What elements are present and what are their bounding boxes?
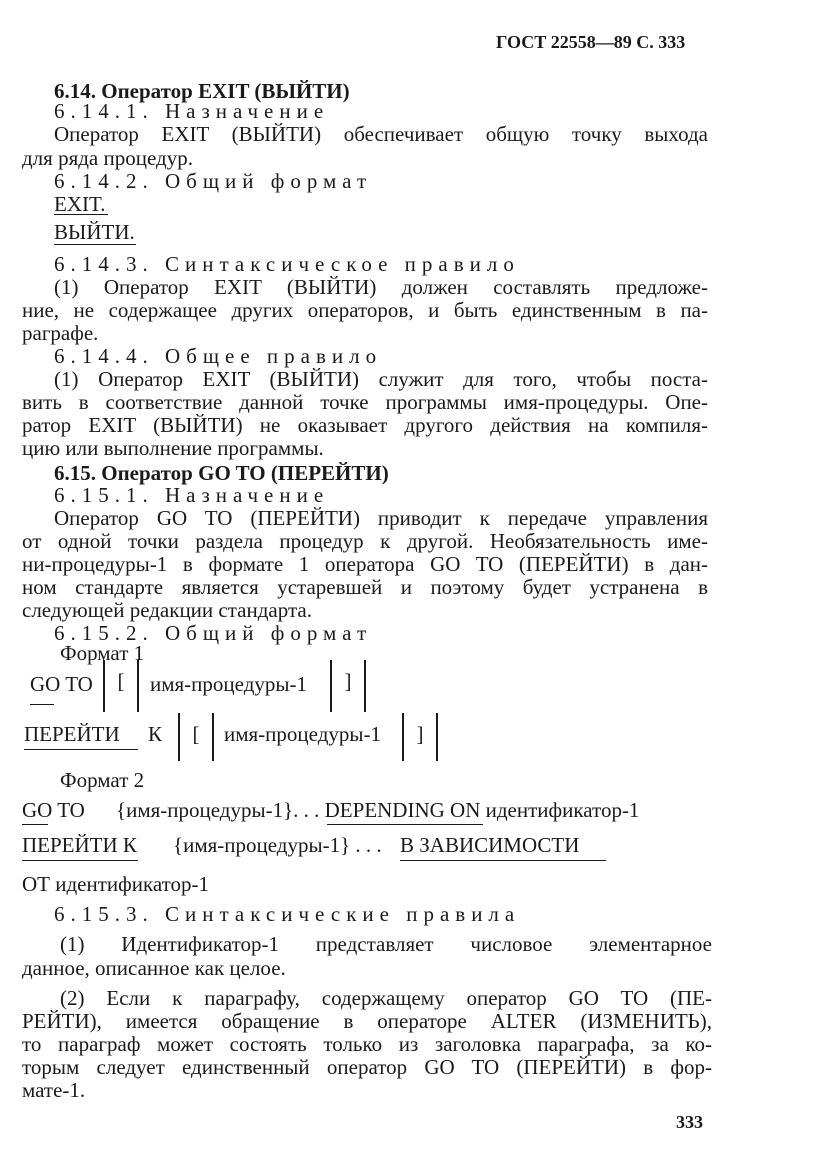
keyword-underline (22, 860, 138, 861)
paragraph-line: цию или выполнение программы. (22, 436, 324, 460)
page-number: 333 (676, 1112, 703, 1132)
paragraph-line: торым следует единственный оператор GO TO (ПЕРЕЙТИ) в фор- (22, 1055, 712, 1079)
format-2-go-to: GO TO (22, 798, 85, 822)
procedure-name: имя-процедуры-1 (224, 722, 381, 746)
keyword-underline (22, 824, 48, 825)
paragraph-line: ном стандарте является устаревшей и поэтому будет устранена в (22, 575, 708, 599)
paragraph-line: Оператор GO TO (ПЕРЕЙТИ) приводит к передаче управления (54, 506, 708, 530)
format-2-pereiti-k: ПЕРЕЙТИ К (22, 833, 137, 857)
paragraph-line: Оператор EXIT (ВЫЙТИ) обеспечивает общую точку выхода (54, 122, 708, 146)
paragraph-line: мате-1. (22, 1078, 86, 1102)
paragraph-line: (1) Идентификатор-1 представляет числовое элементарное (60, 932, 712, 956)
keyword-underline (24, 749, 138, 750)
paragraph-line: для ряда процедур. (22, 146, 193, 170)
bracket-open: [ (192, 722, 200, 746)
keyword-underline (400, 860, 606, 861)
keyword-underline (54, 244, 136, 245)
paragraph-line: (1) Оператор EXIT (ВЫЙТИ) должен составлять предложе- (54, 275, 708, 299)
bracket-close: ] (416, 722, 424, 746)
paragraph-line: вить в соответствие данной точке программы имя-процедуры. Опе- (22, 390, 708, 414)
format-2-ru-cont: ОТ идентификатор-1 (22, 872, 210, 896)
bracket-open: [ (117, 669, 125, 693)
format-1-k: К (148, 722, 163, 746)
paragraph-line: ратор EXIT (ВЫЙТИ) не оказывает другого действия на компиля- (22, 413, 708, 437)
paragraph-line: (1) Оператор EXIT (ВЫЙТИ) служит для того, чтобы поста- (54, 367, 708, 391)
paragraph-line: следующей редакции стандарта. (22, 598, 312, 622)
heading-6-14-3: 6.14.3. Синтаксическое правило (54, 252, 520, 276)
heading-6-15-3: 6.15.3. Синтаксические правила (54, 902, 521, 926)
optional-bracket-box (178, 713, 214, 761)
keyword-underline (54, 214, 108, 215)
optional-bracket-box (330, 660, 366, 712)
optional-bracket-box (402, 713, 438, 761)
heading-6-15-1: 6.15.1. Назначение (54, 483, 330, 507)
section-6-15-title: 6.15. Оператор GO TO (ПЕРЕЙТИ) (54, 461, 389, 485)
procedure-name: имя-процедуры-1 (150, 672, 307, 696)
paragraph-line: (2) Если к параграфу, содержащему оператор GO TO (ПЕ- (60, 986, 712, 1010)
format-2-ru-rest: {имя-процедуры-1} . . . (173, 833, 382, 857)
format-exit: EXIT. (54, 192, 106, 216)
paragraph-line: данное, описанное как целое. (22, 956, 286, 980)
format-2-label: Формат 2 (60, 768, 145, 792)
keyword-underline (30, 704, 54, 705)
keyword-underline (327, 824, 483, 825)
paragraph-line: ние, не содержащее других операторов, и быть единственным в па- (22, 298, 708, 322)
heading-6-14-1: 6.14.1. Назначение (54, 99, 330, 123)
heading-6-15-2: 6.15.2. Общий формат (54, 621, 373, 645)
format-1-pereiti: ПЕРЕЙТИ (24, 722, 120, 746)
paragraph-line: ни-процедуры-1 в формате 1 оператора GO TO (ПЕРЕЙТИ) в дан- (22, 552, 708, 576)
heading-6-14-4: 6.14.4. Общее правило (54, 344, 383, 368)
format-2-en-rest: {имя-процедуры-1}. . . DEPENDING ON идентификатор-1 (116, 798, 640, 822)
format-2-v-zavisimosti: В ЗАВИСИМОСТИ (400, 833, 580, 857)
paragraph-line: от одной точки раздела процедур к другой. Необязательность име- (22, 529, 708, 553)
bracket-close: ] (344, 669, 352, 693)
paragraph-line: то параграф может состоять только из заголовка параграфа, за ко- (22, 1032, 712, 1056)
paragraph-line: раграфе. (22, 321, 99, 345)
paragraph-line: РЕЙТИ), имеется обращение в операторе ALTER (ИЗМЕНИТЬ), (22, 1009, 712, 1033)
section-6-14-title: 6.14. Оператор EXIT (ВЫЙТИ) (54, 79, 350, 103)
optional-bracket-box (103, 660, 139, 712)
format-vyiti: ВЫЙТИ. (54, 220, 135, 244)
format-1-go-to: GO TO (30, 672, 93, 696)
format-1-label: Формат 1 (60, 641, 145, 665)
running-header: ГОСТ 22558—89 С. 333 (496, 32, 686, 52)
heading-6-14-2: 6.14.2. Общий формат (54, 169, 373, 193)
